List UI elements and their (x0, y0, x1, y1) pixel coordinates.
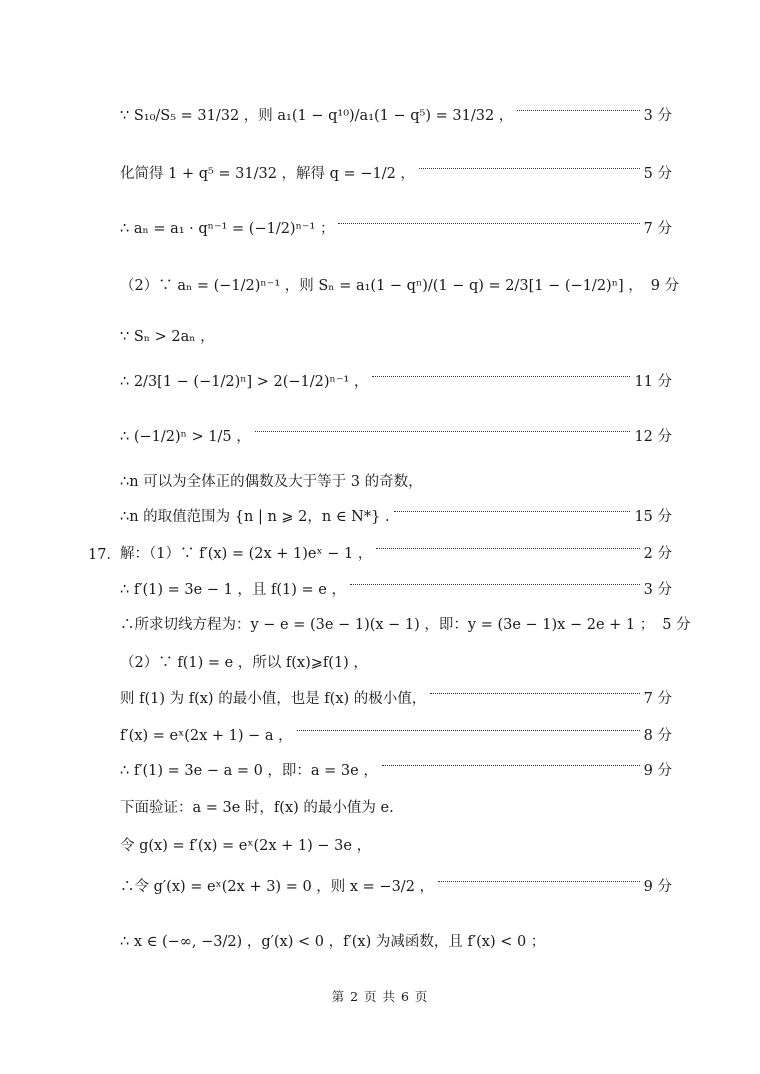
line-text: ∴所求切线方程为：y − e = (3e − 1)(x − 1) ，即：y = (3e − 1)x − 2e + 1 ； (120, 616, 655, 633)
leader-dots (297, 730, 640, 731)
score-label: 9 分 (650, 277, 680, 294)
line-text: ∴ (−1/2)ⁿ > 1/5 ， (120, 428, 251, 445)
score-label: 3 分 (643, 581, 672, 598)
score-label: 15 分 (634, 508, 672, 525)
leader-dots (438, 881, 640, 882)
leader-dots (350, 584, 640, 585)
line-text: ∴令 g′(x) = eˣ(2x + 3) = 0 ，则 x = −3/2 ， (120, 878, 435, 895)
line-text: 则 f(1) 为 f(x) 的最小值，也是 f(x) 的极小值， (120, 690, 427, 707)
problem-number: 17． (88, 547, 121, 563)
leader-dots (372, 376, 630, 377)
leader-dots (255, 431, 631, 432)
score-label: 8 分 (643, 727, 672, 744)
page-footer: 第 2 页 共 6 页 (331, 989, 429, 1004)
line-text: ∴n 的取值范围为 {n | n ⩾ 2，n ∈ N*} . (120, 508, 390, 525)
line-text: ∴ aₙ = a₁ · qⁿ⁻¹ = (−1/2)ⁿ⁻¹ ； (120, 220, 335, 237)
line-text: f′(x) = eˣ(2x + 1) − a ， (120, 727, 293, 744)
line-text: （2）∵ f(1) = e ，所以 f(x)⩾f(1) ， (120, 654, 368, 671)
leader-dots (517, 110, 639, 111)
score-label: 3 分 (643, 107, 672, 124)
line-text: 化简得 1 + q⁵ = 31/32 ，解得 q = −1/2 ， (120, 165, 415, 182)
line-text: ∴ f′(1) = 3e − 1 ，且 f(1) = e ， (120, 581, 346, 598)
line-text: ∴ 2/3[1 − (−1/2)ⁿ] > 2(−1/2)ⁿ⁻¹ ， (120, 373, 369, 390)
line-text: ∵ Sₙ > 2aₙ ， (120, 328, 215, 345)
score-label: 5 分 (662, 616, 691, 633)
score-label: 7 分 (643, 220, 672, 237)
score-label: 2 分 (643, 545, 672, 562)
score-label: 5 分 (643, 165, 672, 182)
line-text: ∴n 可以为全体正的偶数及大于等于 3 的奇数， (120, 473, 423, 490)
line-text: ∴ x ∈ (−∞, −3/2) ，g′(x) < 0 ，f′(x) 为减函数，且 f′(x) < 0 ； (120, 933, 546, 950)
leader-dots (338, 223, 639, 224)
score-label: 11 分 (634, 373, 672, 390)
score-label: 9 分 (643, 762, 672, 779)
line-text: （2）∵ aₙ = (−1/2)ⁿ⁻¹ ，则 Sₙ = a₁(1 − qⁿ)/(1 − q) = 2/3[1 − (−1/2)ⁿ] ， (120, 277, 643, 294)
leader-dots (430, 693, 639, 694)
line-text: ∴ f′(1) = 3e − a = 0 ，即：a = 3e ， (120, 762, 378, 779)
leader-dots (376, 548, 639, 549)
score-label: 9 分 (643, 878, 672, 895)
score-label: 7 分 (643, 690, 672, 707)
leader-dots (419, 168, 640, 169)
leader-dots (394, 511, 631, 512)
line-text: 解：（1）∵ f′(x) = (2x + 1)eˣ − 1 ， (120, 545, 373, 562)
line-text: 令 g(x) = f′(x) = eˣ(2x + 1) − 3e ， (120, 837, 372, 854)
score-label: 12 分 (634, 428, 672, 445)
line-text: ∵ S₁₀/S₅ = 31/32 ，则 a₁(1 − q¹⁰)/a₁(1 − q⁵) = 31/32 ， (120, 107, 514, 124)
leader-dots (382, 765, 640, 766)
line-text: 下面验证：a = 3e 时，f(x) 的最小值为 e. (120, 799, 394, 816)
